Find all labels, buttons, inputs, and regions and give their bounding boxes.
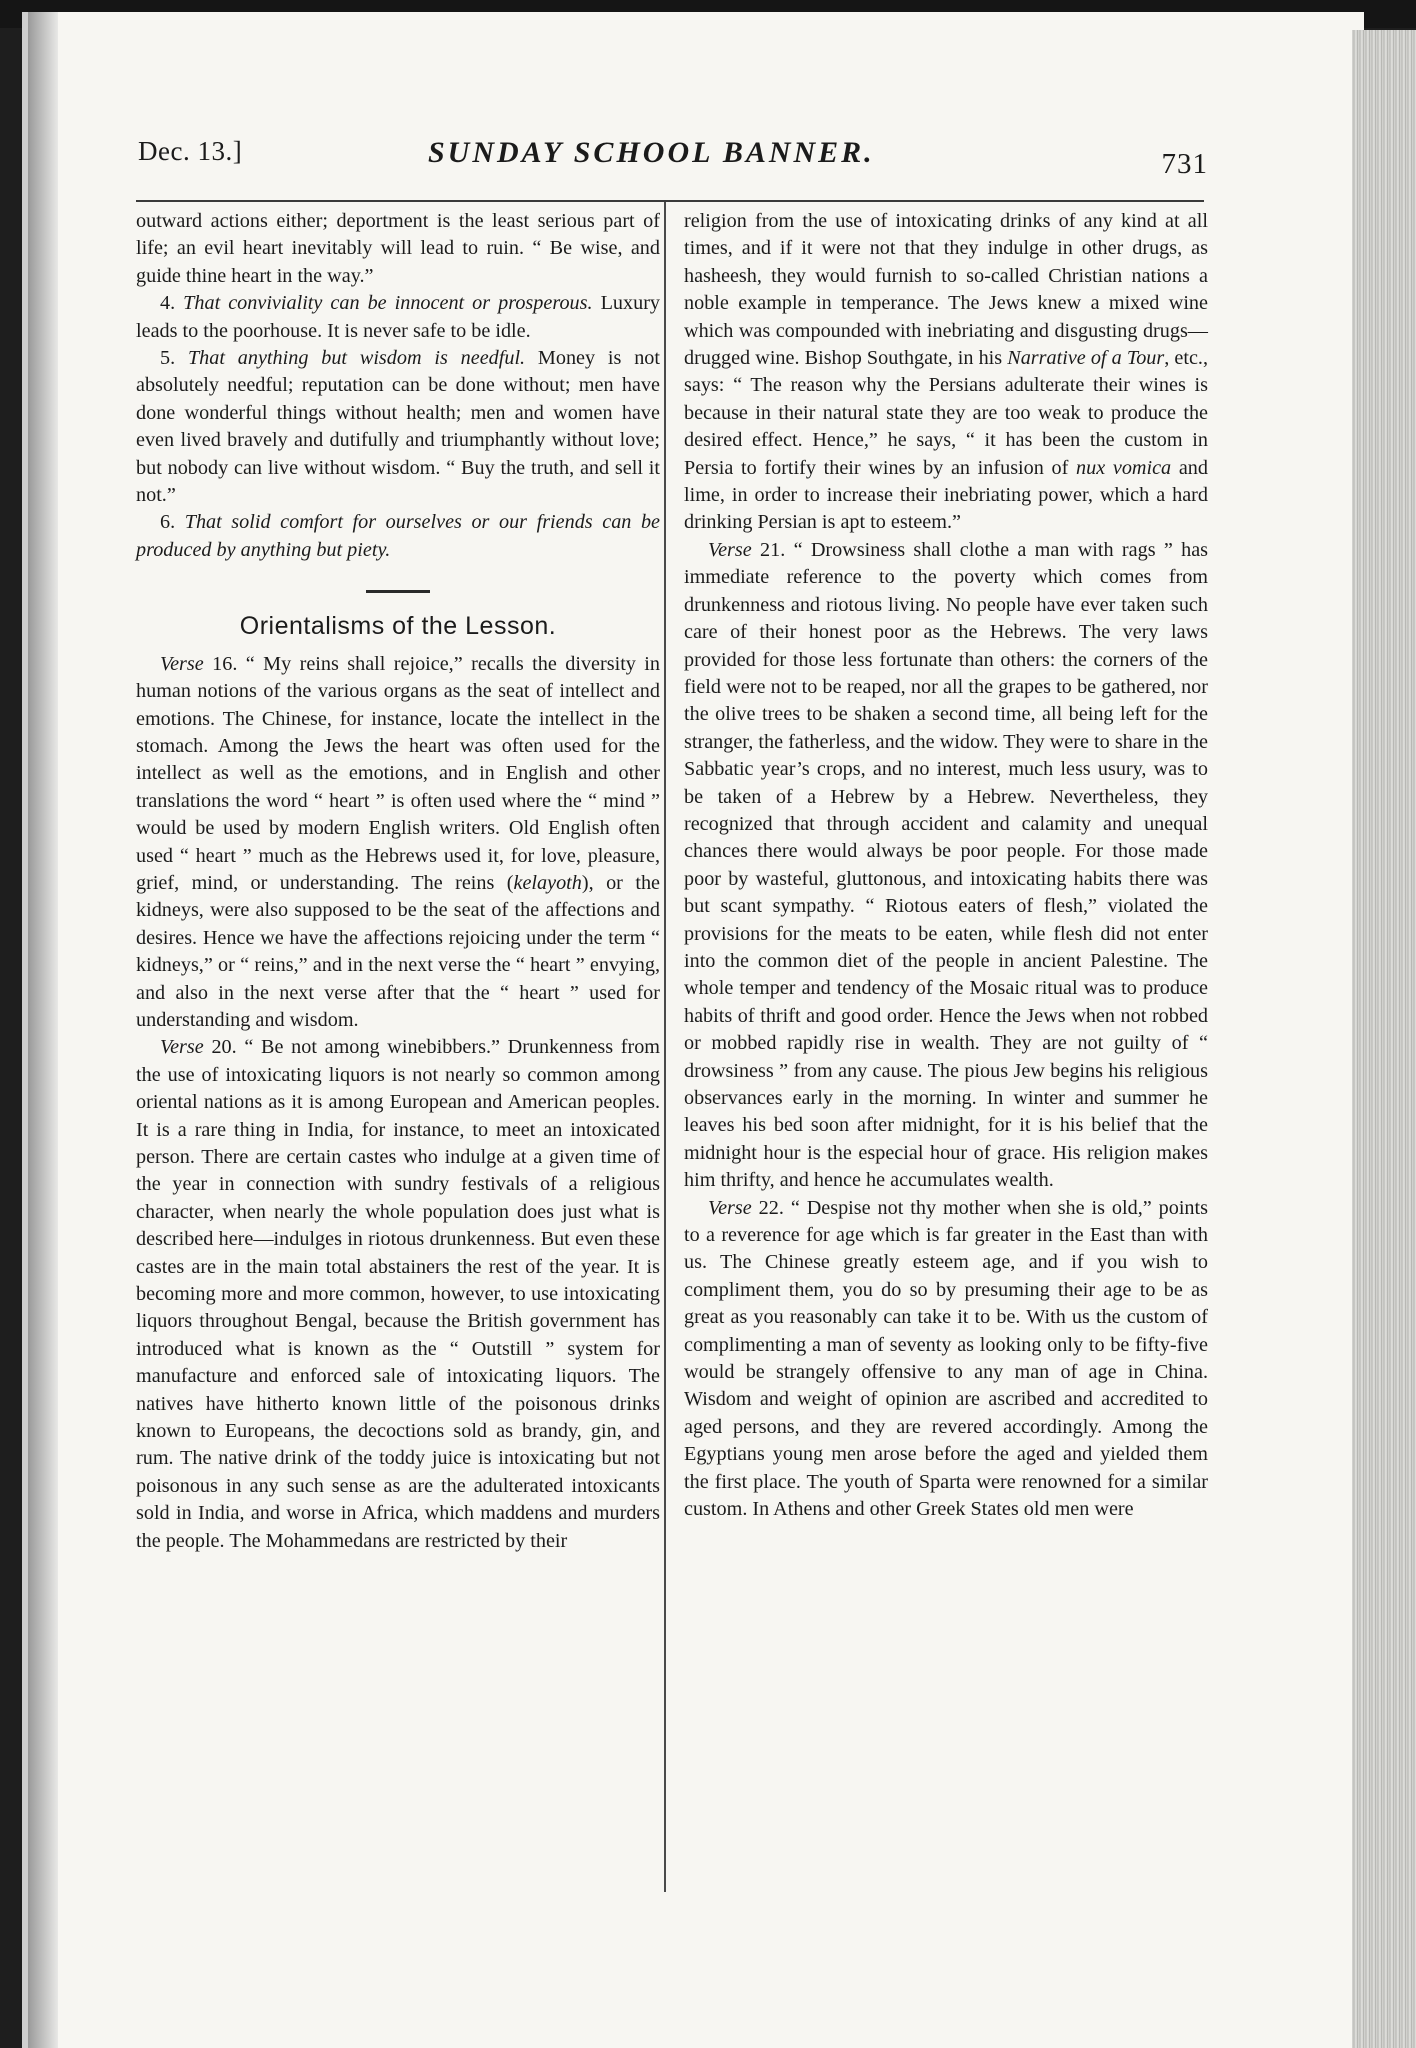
book-page-edges (1352, 30, 1416, 2048)
paragraph: outward actions either; deportment is the least serious part of life; an evil heart inevitably will lead to ruin. “ Be wise, and guide thine heart in the way.” (136, 210, 660, 287)
left-column (136, 208, 660, 1555)
paragraph: religion from the use of intoxicating drinks of any kind at all times, and if it were not that they indulge in other drugs, as hasheesh, they would furnish to so-called Christian nations a noble example in temperance. The Jews knew a mixed wine which was compounded with inebriating and disgusting drugs—drugged wine. Bishop Southgate, in his Narrative of a Tour, etc., says: “ The reason why the Persians adulterate their wines is because in their natural state they are too weak to produce the desired effect. Hence,” he says, “ it has been the custom in Persia to fortify their wines by an infusion of nux vomica and lime, in order to increase their inebriating power, which a hard drinking Persian is apt to esteem.” (684, 210, 1209, 534)
verse-note-22: Verse 22. “ Despise not thy mother when she is old,” points to a reverence for age which is far greater in the East than with us. The Chinese greatly esteem age, and if you wish to compliment them, you do so by presuming their age to be as great as you reasonably can take it to be. With us the custom of complimenting a man of seventy as looking only to be fifty-five would be strangely offensive to any man of age in China. Wisdom and weight of opinion are ascribed and accredited to aged persons, and they are revered accordingly. Among the Egyptians young men arose before the aged and yielded them the first place. The youth of Sparta were renowned for a similar custom. In Athens and other Greek States old men were (684, 1196, 1208, 1521)
numbered-paragraph: 5. That anything but wisdom is needful. Money is not absolutely needful; reputation can be done without; men have done wonderful things without health; men and women have even lived bravely and dutifully and triumphantly without love; but nobody can live without wisdom. “ Buy the truth, and sell it not.” (136, 347, 660, 507)
right-column (684, 208, 1208, 1524)
verse-note-16: Verse 16. “ My reins shall rejoice,” recalls the diversity in human notions of the various organs as the seat of intellect and emotions. The Chinese, for instance, locate the intellect in the stomach. Among the Jews the heart was often used for the intellect as well as the emotions, and in English and other translations the word “ heart ” is often used where the “ mind ” would be used by modern English writers. Old English often used “ heart ” much as the Hebrews used it, for love, pleasure, grief, mind, or understanding. The reins (kelayoth), or the kidneys, were also supposed to be the seat of the affections and desires. Hence we have the affections rejoicing under the term “ kidneys,” or “ reins,” and in the next verse the “ heart ” envying, and also in the next verse after that the “ heart ” used for understanding and wisdom. (136, 652, 661, 1031)
section-heading: Orientalisms of the Lesson. (239, 612, 557, 641)
header-rule (136, 200, 1204, 202)
verse-note-20: Verse 20. “ Be not among winebibbers.” Drunkenness from the use of intoxicating liquors is not nearly so common among oriental nations as it is among European and American peoples. It is a rare thing in India, for instance, to meet an intoxicated person. There are certain castes who indulge at a given time of the year in connection with sundry festivals of a religious character, when nearly the whole population does just what is described here—indulges in riotous drunkenness. But even these castes are in the main total abstainers the rest of the year. It is becoming more and more common, however, to use intoxicating liquors throughout Bengal, because the British government has introduced what is known as the “ Outstill ” system for manufacture and enforced sale of intoxicating liquors. The natives have hitherto known little of the poisonous drinks known to Europeans, the decoctions sold as brandy, gin, and rum. The native drink of the toddy juice is intoxicating but not poisonous in any such sense as are the adulterated intoxicants sold in India, and worse in Africa, which maddens and murders the people. The Mohammedans are restricted by their (136, 1036, 661, 1552)
page-number: 731 (1161, 148, 1208, 180)
column-divider (664, 202, 666, 1892)
numbered-paragraph: 4. That conviviality can be innocent or prosperous. Luxury leads to the poorhouse. It is never safe to be idle. (136, 292, 661, 342)
periodical-title: SUNDAY SCHOOL BANNER. (428, 136, 875, 169)
numbered-paragraph: 6. That solid comfort for ourselves or our friends can be produced by anything but piety. (136, 511, 660, 561)
verse-note-21: Verse 21. “ Drowsiness shall clothe a man with rags ” has immediate reference to the poverty which comes from drunkenness and riotous living. No people have ever taken such care of their honest poor as the Hebrews. The very laws provided for those less fortunate than others: the corners of the field were not to be reaped, nor all the grapes to be gathered, nor the olive trees to be shaken a second time, all being left for the stranger, the fatherless, and the widow. They were to share in the Sabbatic year’s crops, and no interest, much less usury, was to be taken of a Hebrew by a Hebrew. Nevertheless, they recognized that through accident and calamity and unequal chances there would always be poor people. For those made poor by wasteful, gluttonous, and intoxicating habits there was but scant sympathy. “ Riotous eaters of flesh,” violated the provisions for the meats to be eaten, while flesh did not enter into the common diet of the people in ancient Palestine. The whole temper and tendency of the Mosaic ritual was to produce habits of thrift and good order. Hence the Jews when not robbed or mobbed rapidly rise in wealth. They are not guilty of “ drowsiness ” from any cause. The pious Jew begins his religious observances early in the morning. In winter and summer he leaves his bed soon after midnight, for it is his belief that the midnight hour is the especial hour of grace. His religion makes him thrifty, and hence he accumulates wealth. (684, 538, 1209, 1192)
section-separator (366, 590, 430, 593)
page-gutter-shadow (28, 12, 58, 2048)
issue-date: Dec. 13.] (138, 136, 243, 166)
running-head (138, 136, 1208, 184)
